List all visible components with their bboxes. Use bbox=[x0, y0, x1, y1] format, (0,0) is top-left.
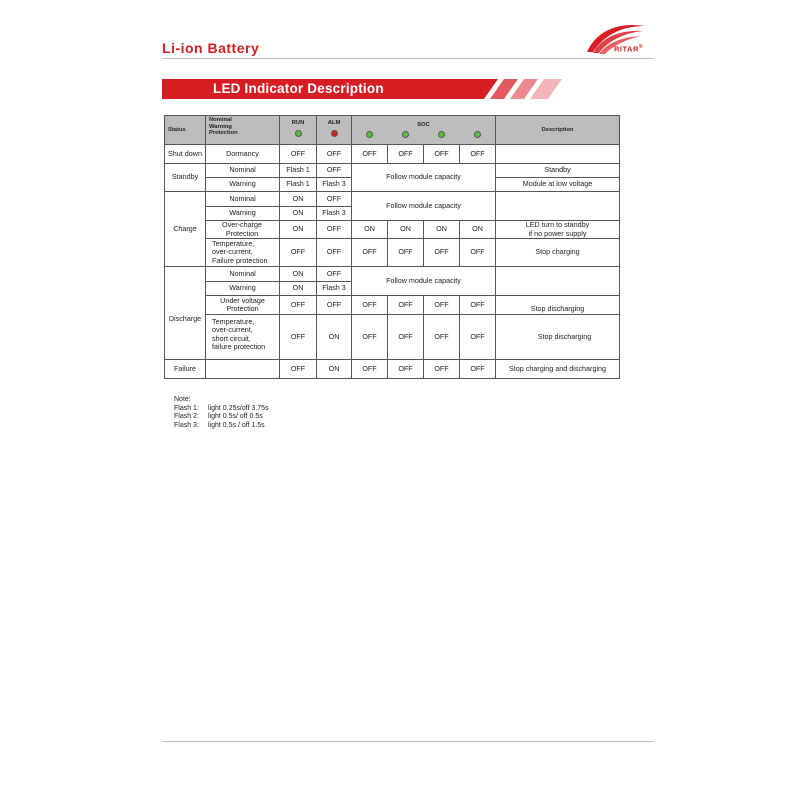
soc-cell: OFF bbox=[388, 145, 424, 164]
soc-cell: OFF bbox=[352, 145, 388, 164]
header-rule bbox=[162, 58, 654, 59]
soc-cell: OFF bbox=[424, 296, 460, 315]
run-cell: OFF bbox=[280, 360, 317, 379]
soc-follow-cell: Follow module capacity bbox=[352, 192, 496, 221]
alm-cell: OFF bbox=[317, 221, 352, 239]
notes bbox=[174, 396, 269, 430]
sub-warning: Warning bbox=[206, 207, 280, 221]
soc-cell: OFF bbox=[388, 239, 424, 267]
alm-cell: OFF bbox=[317, 164, 352, 178]
sub-temp-failure: Temperature, over-current, Failure protection bbox=[206, 239, 280, 267]
table-row bbox=[165, 315, 620, 360]
sub-nominal: Nominal bbox=[206, 164, 280, 178]
soc-cell: OFF bbox=[424, 145, 460, 164]
soc-cell: OFF bbox=[460, 145, 496, 164]
header-soc: SOC bbox=[352, 116, 496, 145]
alm-cell: OFF bbox=[317, 267, 352, 282]
ritar-logo-icon bbox=[583, 22, 653, 60]
table-header-row bbox=[165, 116, 620, 145]
soc-follow-cell: Follow module capacity bbox=[352, 267, 496, 296]
desc-cell: Stop charging and discharging bbox=[496, 360, 620, 379]
soc-cell: ON bbox=[388, 221, 424, 239]
sub-overcharge: Over-charge Protection bbox=[206, 221, 280, 239]
alm-cell: Flash 3 bbox=[317, 282, 352, 296]
run-cell: ON bbox=[280, 221, 317, 239]
desc-cell: LED turn to standby if no power supply bbox=[496, 221, 620, 239]
table-row bbox=[165, 360, 620, 379]
desc-cell bbox=[496, 145, 620, 164]
run-cell: ON bbox=[280, 192, 317, 207]
alm-cell: OFF bbox=[317, 296, 352, 315]
sub-warning: Warning bbox=[206, 178, 280, 192]
run-cell: Flash 1 bbox=[280, 164, 317, 178]
soc-cell: OFF bbox=[352, 296, 388, 315]
note-item: Flash 1: light 0.25s/off 3.75s bbox=[174, 404, 269, 412]
soc-follow-cell: Follow module capacity bbox=[352, 164, 496, 192]
soc-cell: OFF bbox=[388, 360, 424, 379]
soc-cell: OFF bbox=[388, 315, 424, 360]
run-cell: OFF bbox=[280, 239, 317, 267]
led-indicator-table bbox=[164, 115, 620, 379]
sub-warning: Warning bbox=[206, 282, 280, 296]
header-run: RUN bbox=[280, 116, 317, 145]
soc-led-icon bbox=[366, 131, 373, 138]
status-shutdown: Shut down bbox=[165, 145, 206, 164]
soc-cell: OFF bbox=[460, 315, 496, 360]
soc-led-icon bbox=[402, 131, 409, 138]
table-row bbox=[165, 239, 620, 267]
run-cell: OFF bbox=[280, 315, 317, 360]
header-alm: ALM bbox=[317, 116, 352, 145]
sub-dormancy: Dormancy bbox=[206, 145, 280, 164]
header-status: Status bbox=[165, 116, 206, 145]
soc-led-icon bbox=[438, 131, 445, 138]
alm-cell: Flash 3 bbox=[317, 178, 352, 192]
soc-cell: OFF bbox=[424, 239, 460, 267]
soc-cell: ON bbox=[352, 221, 388, 239]
table-row bbox=[165, 164, 620, 178]
desc-cell bbox=[496, 192, 620, 221]
soc-cell: OFF bbox=[424, 360, 460, 379]
sub-nominal: Nominal bbox=[206, 192, 280, 207]
note-item: Flash 3: light 0.5s / off 1.5s bbox=[174, 421, 265, 429]
soc-cell: ON bbox=[460, 221, 496, 239]
run-led-icon bbox=[295, 130, 302, 137]
run-cell: ON bbox=[280, 282, 317, 296]
status-failure: Failure bbox=[165, 360, 206, 379]
desc-cell bbox=[496, 267, 620, 296]
footer-rule bbox=[162, 741, 654, 742]
run-cell: Flash 1 bbox=[280, 178, 317, 192]
sub-empty bbox=[206, 360, 280, 379]
soc-cell: OFF bbox=[352, 315, 388, 360]
document-title: Li-ion Battery bbox=[162, 40, 260, 56]
status-standby: Standby bbox=[165, 164, 206, 192]
soc-cell: OFF bbox=[460, 239, 496, 267]
alm-cell: ON bbox=[317, 360, 352, 379]
run-cell: ON bbox=[280, 207, 317, 221]
soc-cell: OFF bbox=[460, 360, 496, 379]
run-cell: OFF bbox=[280, 145, 317, 164]
table-row bbox=[165, 221, 620, 239]
section-title: LED Indicator Description bbox=[213, 81, 384, 96]
run-cell: ON bbox=[280, 267, 317, 282]
soc-cell: OFF bbox=[352, 360, 388, 379]
alm-cell: ON bbox=[317, 315, 352, 360]
desc-cell: Module at low voltage bbox=[496, 178, 620, 192]
status-charge: Charge bbox=[165, 192, 206, 267]
soc-cell: OFF bbox=[388, 296, 424, 315]
status-discharge: Discharge bbox=[165, 267, 206, 360]
header-nominal-warning-protection: Nominal Warning Protection bbox=[206, 116, 280, 145]
soc-cell: ON bbox=[424, 221, 460, 239]
desc-cell: Standby bbox=[496, 164, 620, 178]
table-row bbox=[165, 192, 620, 207]
alm-cell: OFF bbox=[317, 239, 352, 267]
soc-led-icon bbox=[474, 131, 481, 138]
desc-cell: Stop discharging bbox=[496, 296, 620, 315]
table-row bbox=[165, 267, 620, 282]
sub-nominal: Nominal bbox=[206, 267, 280, 282]
soc-cell: OFF bbox=[352, 239, 388, 267]
alm-cell: OFF bbox=[317, 145, 352, 164]
alm-cell: Flash 3 bbox=[317, 207, 352, 221]
sub-temp-failure: Temperature, over-current, short circuit, failure protection bbox=[206, 315, 280, 360]
table-row bbox=[165, 296, 620, 315]
desc-cell: Stop discharging bbox=[496, 315, 620, 360]
note-item: Flash 2: light 0.5s/ off 0.5s bbox=[174, 413, 263, 421]
run-cell: OFF bbox=[280, 296, 317, 315]
desc-cell: Stop charging bbox=[496, 239, 620, 267]
table-row bbox=[165, 145, 620, 164]
soc-cell: OFF bbox=[424, 315, 460, 360]
sub-undervoltage: Under voltage Protection bbox=[206, 296, 280, 315]
soc-cell: OFF bbox=[460, 296, 496, 315]
brand-name: RITAR® bbox=[614, 44, 644, 54]
header-description: Description bbox=[496, 116, 620, 145]
notes-title: Note: bbox=[174, 396, 191, 403]
alm-cell: OFF bbox=[317, 192, 352, 207]
alm-led-icon bbox=[331, 130, 338, 137]
